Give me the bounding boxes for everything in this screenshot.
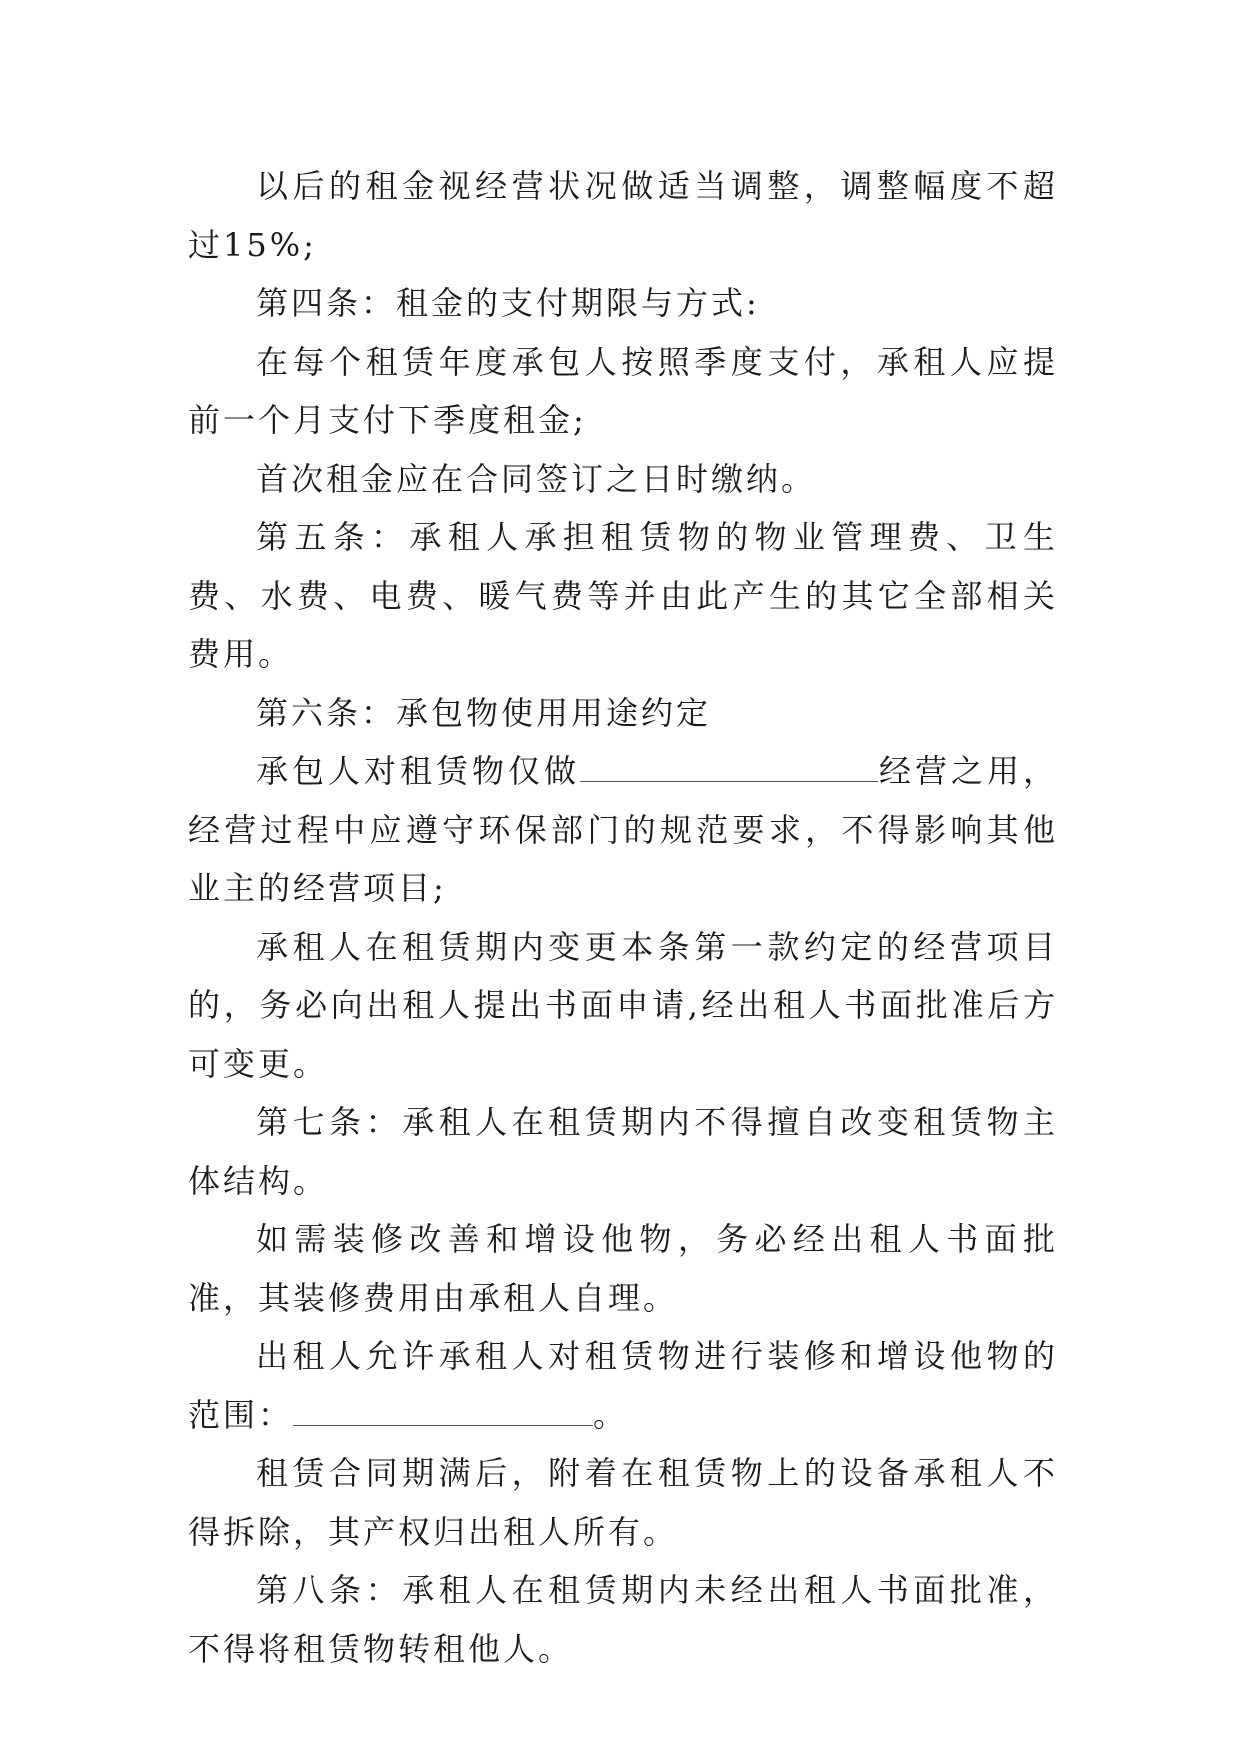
paragraph-usage-clause [188, 742, 1058, 918]
article-8-sublease: 第八条：承租人在租赁期内未经出租人书面批准，不得将租赁物转租他人。 [188, 1571, 1058, 1668]
paragraph-change-business: 承租人在租赁期内变更本条第一款约定的经营项目的，务必向出租人提出书面申请,经出租人书面批准后方可变更。 [188, 927, 1058, 1083]
paragraph-decoration-approval: 如需装修改善和增设他物，务必经出租人书面批准，其装修费用由承租人自理。 [188, 1220, 1058, 1317]
scope-clause-before: 出租人允许承租人对租赁物进行装修和增设他物的范围： [188, 1337, 1058, 1434]
paragraph-scope-clause [188, 1327, 1058, 1444]
scope-blank-line [293, 1399, 593, 1426]
article-5-fees: 第五条：承租人承担租赁物的物业管理费、卫生费、水费、电费、暖气费等并由此产生的其它全部相关费用。 [188, 518, 1058, 673]
scope-clause-after: 。 [593, 1395, 629, 1434]
paragraph-rent-adjustment: 以后的租金视经营状况做适当调整，调整幅度不超过15%; [188, 167, 1058, 264]
article-4-heading: 第四条：租金的支付期限与方式: [256, 284, 760, 322]
usage-clause-after: 经营之用，经营过程中应遵守环保部门的规范要求，不得影响其他业主的经营项目; [188, 752, 1058, 907]
usage-clause-before: 承包人对租赁物仅做 [256, 752, 580, 790]
article-6-heading: 第六条：承包物使用用途约定 [256, 693, 712, 732]
paragraph-quarterly-payment: 在每个租赁年度承包人按照季度支付，承租人应提前一个月支付下季度租金; [188, 342, 1058, 439]
paragraph-first-rent: 首次租金应在合同签订之日时缴纳。 [256, 459, 817, 498]
paragraph-equipment-ownership: 租赁合同期满后，附着在租赁物上的设备承租人不得拆除，其产权归出租人所有。 [188, 1454, 1058, 1551]
article-7-structure: 第七条：承租人在租赁期内不得擅自改变租赁物主体结构。 [188, 1103, 1058, 1200]
document-body [188, 157, 1058, 1678]
usage-blank-line [580, 755, 878, 782]
